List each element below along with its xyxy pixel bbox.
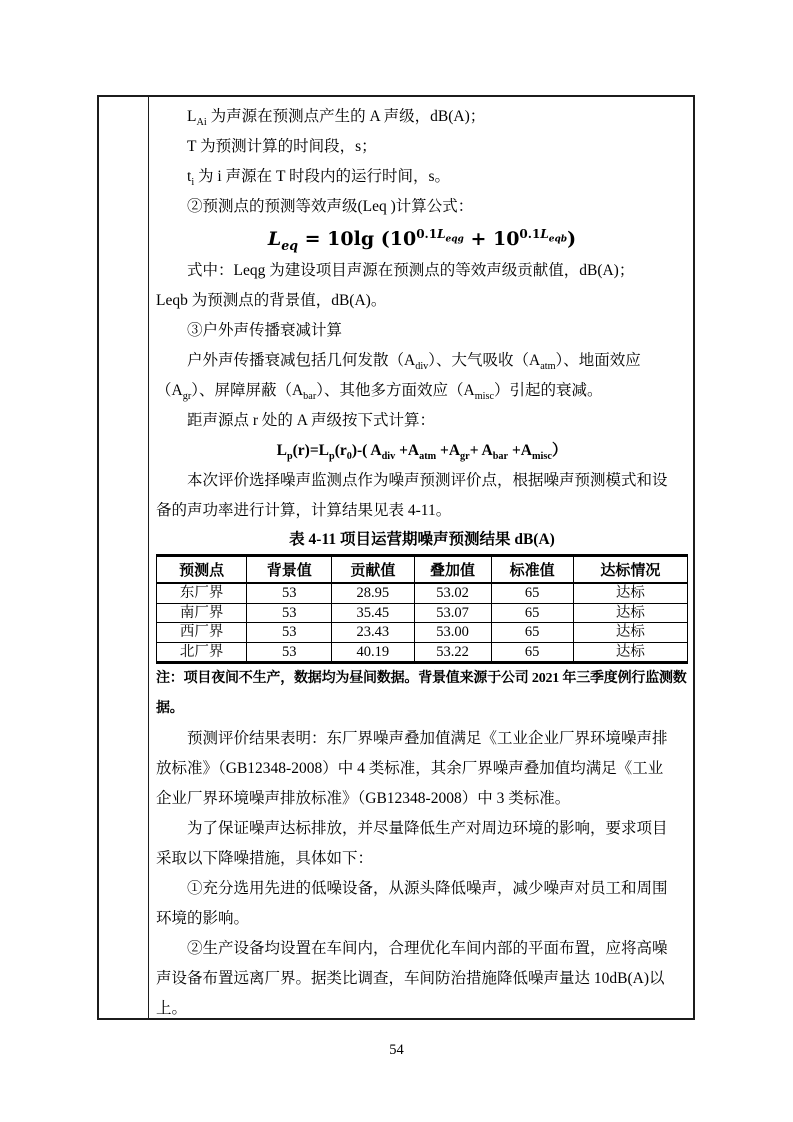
line-attenuation-1: 户外声传播衰减包括几何发散$(A_{div})$、大气吸收$(A_{atm})$、地面效应 [187,352,641,373]
table-cell: 65 [491,642,573,663]
table-cell: 53 [247,583,332,603]
table-cell: 65 [491,623,573,643]
table-row [157,583,688,603]
table-cell: 达标 [573,623,687,643]
table-cell: 28.95 [332,583,414,603]
noise-table-section [156,526,688,664]
table-cell: 40.19 [332,642,414,663]
table-note-line-1: 注：项目夜间不生产，数据均为昼间数据。背景值来源于公司 2021 年三季度例行监测数 [156,671,687,686]
line-t-definition: T 为预测计算的时间段，s； [187,138,377,155]
line-measures-intro-1: 为了保证噪声达标排放，并尽量降低生产对周边环境的影响，要求项目 [187,820,668,837]
table-header-cell: 达标情况 [573,556,687,584]
line-measure2-3: 上。 [156,1000,188,1017]
table-cell: 53.07 [414,603,491,623]
table-cell: 23.43 [332,623,414,643]
formula-leq: $L_{eq} = 10\lg$ $(10^{0.1L_{eqg}} + 10^{0.1L_{eqb}})$ [267,226,577,253]
table-cell: 南厂界 [157,603,247,623]
noise-prediction-table [156,554,688,664]
line-evaluation-1: 本次评价选择噪声监测点作为噪声预测评价点，根据噪声预测模式和设 [187,472,668,489]
table-cell: 53 [247,623,332,643]
table-cell: 北厂界 [157,642,247,663]
line-result-1: 预测评价结果表明：东厂界噪声叠加值满足《工业企业厂界环境噪声排 [187,730,668,747]
table-header-row [157,556,688,584]
table-header-cell: 标准值 [491,556,573,584]
line-result-3: 企业厂界环境噪声排放标准》（GB12348-2008）中 3 类标准。 [156,790,571,807]
table-cell: 35.45 [332,603,414,623]
table-row [157,623,688,643]
table-title: 表 4-11 项目运营期噪声预测结果 dB(A) [289,531,555,548]
table-row [157,603,688,623]
line-lai-definition: $L_{Ai}$ 为声源在预测点产生的 A 声级，dB(A)； [187,108,486,129]
document-content [149,97,693,1018]
table-cell: 达标 [573,642,687,663]
line-leqb-definition: Leqb 为预测点的背景值，dB(A)。 [156,292,387,309]
line-leq-intro: ②预测点的预测等效声级(Leq )计算公式： [187,198,474,215]
left-margin-column [99,97,149,1018]
line-ti-definition: $t_i$ 为 i 声源在 T 时段内的运行时间，s。 [187,168,451,189]
table-row [157,642,688,663]
line-measure2-1: ②生产设备均设置在车间内，合理优化车间内部的平面布置，应将高噪 [187,940,668,957]
table-cell: 53.02 [414,583,491,603]
line-outdoor-heading: ③户外声传播衰减计算 [187,322,343,339]
table-cell: 53 [247,642,332,663]
table-cell: 53.00 [414,623,491,643]
table-cell: 东厂界 [157,583,247,603]
line-measure2-2: 声设备布置远离厂界。据类比调查，车间防治措施降低噪声量达 10dB(A)以 [156,970,665,987]
line-result-2: 放标准》（GB12348-2008）中 4 类标准，其余厂界噪声叠加值均满足《工业 [156,760,664,777]
line-measures-intro-2: 采取以下降噪措施，具体如下： [156,850,374,867]
table-cell: 53.22 [414,642,491,663]
table-cell: 达标 [573,583,687,603]
formula-lp: $L_p(r)=L_p(r_0)-$( $A_{div} +A_{atm} +A_{gr}+ A_{bar} +A_{misc}$） [276,442,568,463]
line-evaluation-2: 备的声功率进行计算，计算结果见表 4-11。 [156,502,452,519]
table-header-cell: 叠加值 [414,556,491,584]
line-measure1-1: ①充分选用先进的低噪设备，从源头降低噪声，减少噪声对员工和周围 [187,880,668,897]
table-cell: 53 [247,603,332,623]
table-cell: 65 [491,603,573,623]
table-header-cell: 贡献值 [332,556,414,584]
line-leqg-definition: 式中：Leqg 为建设项目声源在预测点的等效声级贡献值，dB(A)； [187,262,635,279]
table-cell: 西厂界 [157,623,247,643]
line-attenuation-2: $(A_{gr})$、屏障屏蔽$(A_{bar})$、其他多方面效应$(A_{misc})$引起的衰减。 [156,382,603,403]
table-header-cell: 预测点 [157,556,247,584]
line-lp-intro: 距声源点 r 处的 A 声级按下式计算： [187,412,436,429]
table-cell: 达标 [573,603,687,623]
table-note-line-2: 据。 [156,701,184,716]
page-number: 54 [389,1042,404,1058]
table-header-cell: 背景值 [247,556,332,584]
table-cell: 65 [491,583,573,603]
line-measure1-2: 环境的影响。 [156,910,250,927]
document-border-frame [97,95,695,1020]
